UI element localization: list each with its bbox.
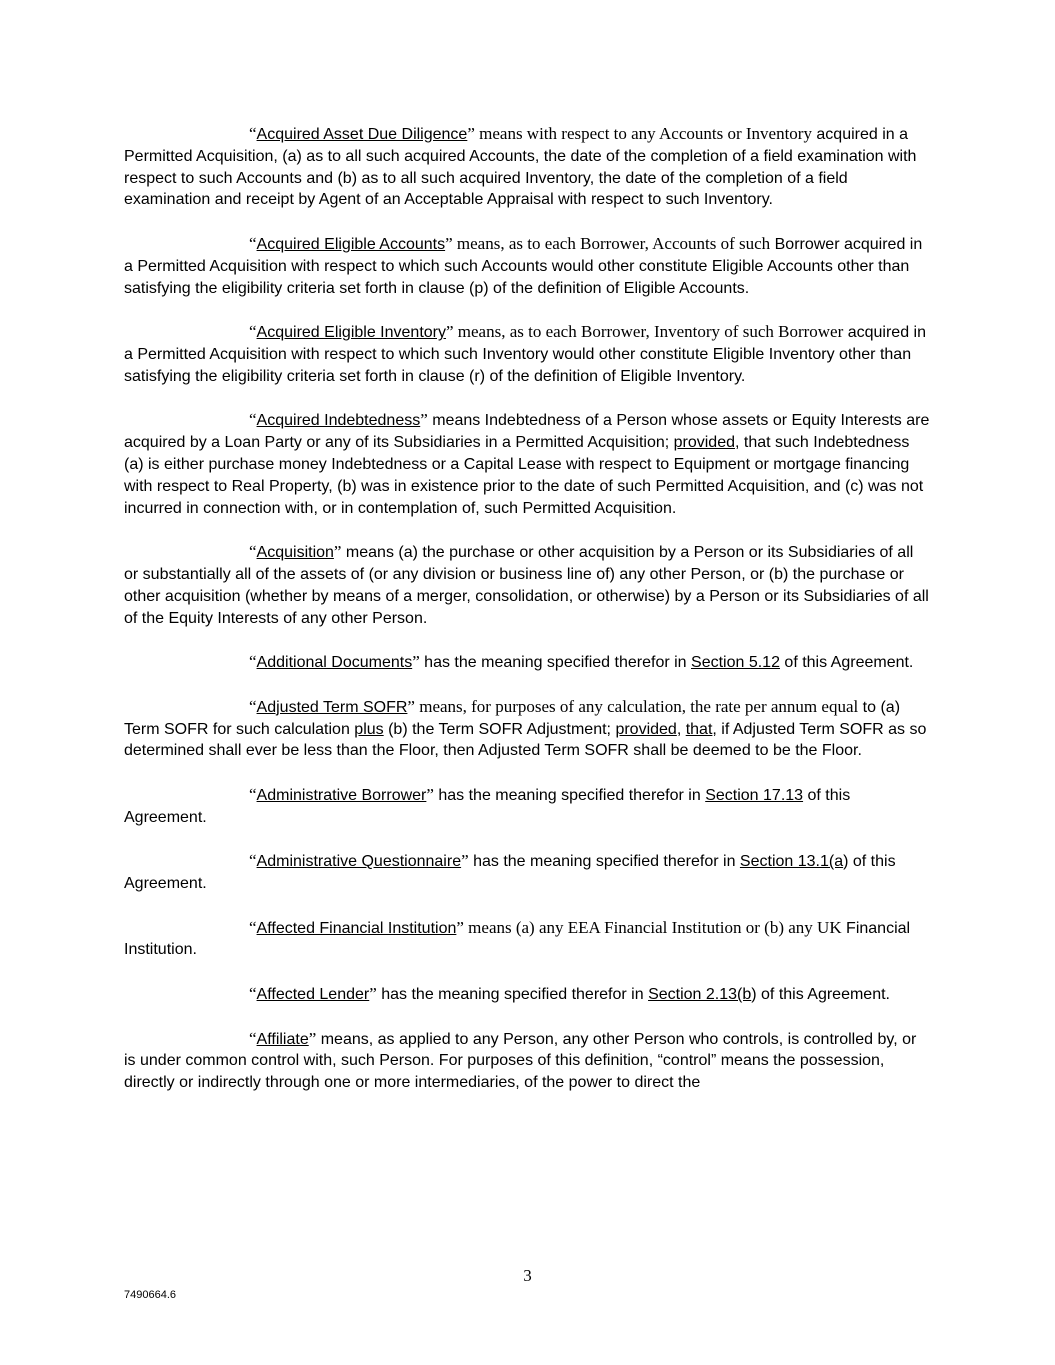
defined-term: Acquired Indebtedness bbox=[256, 412, 421, 430]
definition-adjusted-term-sofr: “Adjusted Term SOFR” means, for purposes of any calculation, the rate per annum equal to (a) Term SOFR for such calculation plus (b) the Term SOFR Adjustment; provided, that, if Adjusted Term SOFR as so determined shall ever be less than the Floor, then Adjusted Term SOFR shall be deemed to be the Floor. bbox=[124, 696, 927, 760]
definition-additional-documents: “Additional Documents” has the meaning specified therefor in Section 5.12 of this Agreement. bbox=[249, 652, 914, 672]
section-reference: Section 5.12 bbox=[691, 654, 780, 672]
defined-term: Affected Financial Institution bbox=[256, 919, 457, 937]
defined-term: Acquired Eligible Inventory bbox=[256, 324, 446, 342]
definition-affected-lender: “Affected Lender” has the meaning specified therefor in Section 2.13(b) of this Agreement. bbox=[249, 984, 890, 1004]
defined-term: Acquired Eligible Accounts bbox=[256, 235, 446, 253]
defined-term: Affiliate bbox=[256, 1030, 309, 1048]
defined-term: Acquired Asset Due Diligence bbox=[256, 126, 468, 143]
definition-administrative-questionnaire: “Administrative Questionnaire” has the meaning specified therefor in Section 13.1(a) of this Agreement. bbox=[124, 851, 896, 893]
definition-acquisition: “Acquisition” means (a) the purchase or other acquisition by a Person or its Subsidiaries of all or substantially all of the assets of (or any division or business line of) any other Person, or (b) the purchase or other acquisition (whether by means of a merger, consolidation, or otherwise) by a Person or its Subsidiaries of all of the Equity Interests of any other Person. bbox=[124, 542, 929, 627]
defined-term: Adjusted Term SOFR bbox=[256, 698, 408, 716]
defined-term: Administrative Questionnaire bbox=[256, 853, 462, 871]
page-number: 3 bbox=[523, 1266, 532, 1285]
definition-acquired-asset-due-diligence: “Acquired Asset Due Diligence” means with respect to any Accounts or Inventory acquired in a Permitted Acquisition, (a) as to all such acquired Accounts, the date of the completion of a field examination with respect to such Accounts and (b) as to all such acquired Inventory, the date of the completion of a field examination and receipt by Agent of an Acceptable Appraisal with respect to such Inventory. bbox=[124, 124, 917, 209]
definition-affected-financial-institution: “Affected Financial Institution” means (a) any EEA Financial Institution or (b) any UK Financial Institution. bbox=[124, 917, 911, 959]
definition-affiliate: “Affiliate” means, as applied to any Person, any other Person who controls, is controlled by, or is under common control with, such Person. For purposes of this definition, “control” means the possession, directly or indirectly through one or more intermediaries, of the power to direct the bbox=[124, 1028, 917, 1092]
definition-acquired-indebtedness: “Acquired Indebtedness” means Indebtedness of a Person whose assets or Equity Interests are acquired by a Loan Party or any of its Subsidiaries in a Permitted Acquisition; provided, that such Indebtedness (a) is either purchase money Indebtedness or a Capital Lease with respect to Equipment or mortgage financing with respect to Real Property, (b) was in existence prior to the date of such Permitted Acquisition, and (c) was not incurred in connection with, or in contemplation of, such Permitted Acquisition. bbox=[124, 410, 930, 517]
definition-administrative-borrower: “Administrative Borrower” has the meaning specified therefor in Section 17.13 of this Agreement. bbox=[124, 784, 851, 826]
document-id: 7490664.6 bbox=[124, 1289, 176, 1301]
defined-term: Additional Documents bbox=[256, 654, 413, 672]
defined-term: Affected Lender bbox=[256, 986, 370, 1004]
definition-acquired-eligible-inventory: “Acquired Eligible Inventory” means, as to each Borrower, Inventory of such Borrower acquired in a Permitted Acquisition with respect to which such Inventory would other constitute Eligible Inventory other than satisfying the eligibility criteria set forth in clause (r) of the definition of Eligible Inventory. bbox=[124, 322, 926, 385]
defined-term: Acquisition bbox=[256, 544, 334, 562]
section-reference: Section 2.13(b bbox=[648, 986, 752, 1004]
definition-acquired-eligible-accounts: “Acquired Eligible Accounts” means, as to each Borrower, Accounts of such Borrower acquired in a Permitted Acquisition with respect to which such Accounts would other constitute Eligible Accounts other than satisfying the eligibility criteria set forth in clause (p) of the definition of Eligible Accounts. bbox=[124, 233, 923, 297]
section-reference: Section 13.1(a bbox=[739, 853, 844, 871]
defined-term: Administrative Borrower bbox=[256, 786, 427, 804]
document-page bbox=[124, 123, 930, 1116]
section-reference: Section 17.13 bbox=[705, 786, 804, 804]
